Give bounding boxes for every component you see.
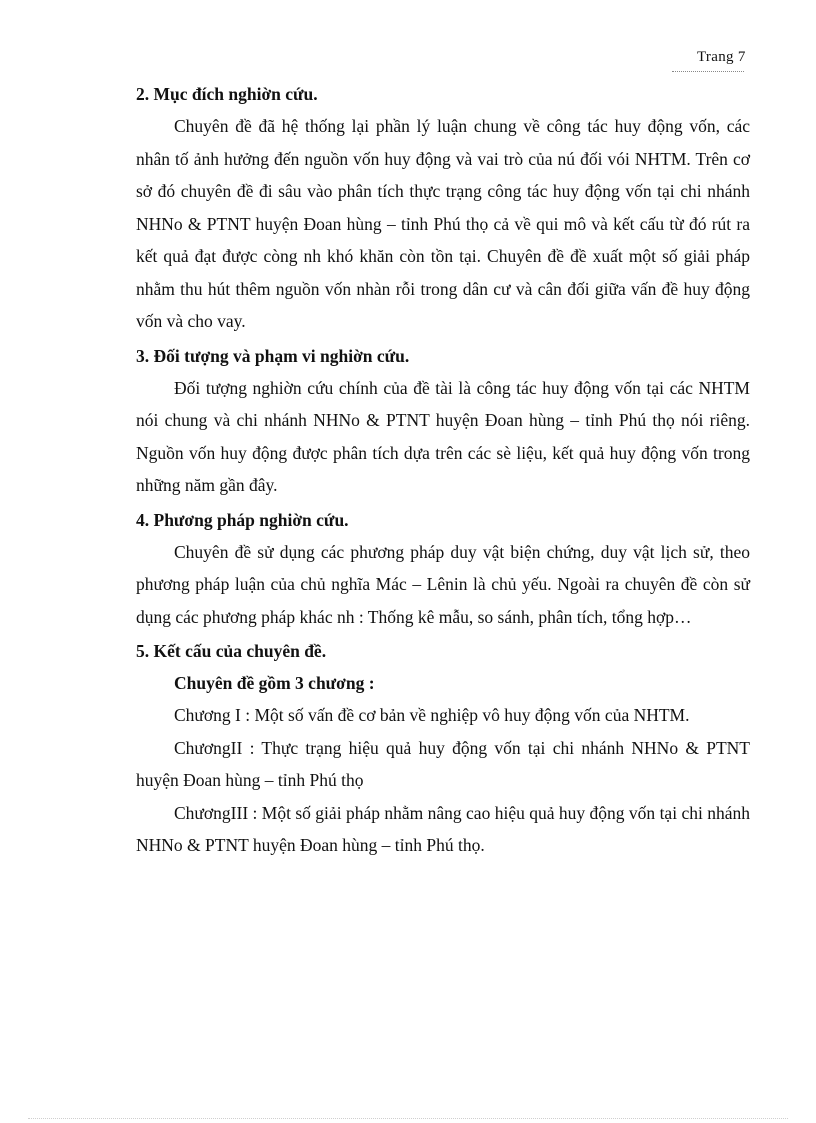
paragraph: Đối tượng nghiờn cứu chính của đề tài là công tác huy động vốn tại các NHTM nói chung và chi nhánh NHNo & PTNT huyện Đoan hùng – tỉnh Phú thọ nói riêng. Nguồn vốn huy động được phân tích dựa trên các sè liệu, kết quả huy động vốn trong những năm gần đây. [136, 377, 750, 495]
section-heading: 3. Đối tượng và phạm vi nghiờn cứu. [136, 345, 410, 366]
chapter-item: ChươngII : Thực trạng hiệu quả huy động vốn tại chi nhánh NHNo & PTNT huyện Đoan hùng – tỉnh Phú thọ [136, 737, 750, 790]
section-methods [136, 504, 750, 634]
section-purpose [136, 78, 750, 338]
paragraph: Chuyên đề đã hệ thống lại phần lý luận chung về công tác huy động vốn, các nhân tố ảnh hưởng đến nguồn vốn huy động và vai trò của nú đối vói NHTM. Trên cơ sở đó chuyên đề đi sâu vào phân tích thực trạng công tác huy động vốn tại chi nhánh NHNo & PTNT huyện Đoan hùng – tỉnh Phú thọ cả về qui mô và kết cấu từ đó rút ra kết quả đạt được còng nh khó khăn còn tồn tại. Chuyên đề đề xuất một số giải pháp nhằm thu hút thêm nguồn vốn nhàn rỗi trong dân cư và cân đối giữa vấn đề huy động vốn và cho vay. [136, 116, 750, 331]
section-heading: 2. Mục đích nghiờn cứu. [136, 84, 318, 104]
chapter-item: ChươngIII : Một số giải pháp nhằm nâng cao hiệu quả huy động vốn tại chi nhánh NHNo & PTNT huyện Đoan hùng – tỉnh Phú thọ. [136, 802, 750, 855]
page-number-rule [672, 71, 744, 72]
chapter-item: Chương I : Một số vấn đề cơ bản về nghiệp vô huy động vốn của NHTM. [174, 705, 690, 725]
document-body [136, 78, 750, 864]
section-heading: 5. Kết cấu của chuyên đề. [136, 641, 327, 661]
paragraph: Chuyên đề sử dụng các phương pháp duy vật biện chứng, duy vật lịch sử, theo phương pháp luận của chủ nghĩa Mác – Lênin là chủ yếu. Ngoài ra chuyên đề còn sử dụng các phương pháp khác nh : Thống kê mẫu, so sánh, phân tích, tổng hợp… [136, 541, 750, 627]
section-scope [136, 340, 750, 502]
section-heading: 4. Phương pháp nghiờn cứu. [136, 509, 349, 530]
section-structure [136, 635, 750, 862]
footer-rule [28, 1118, 788, 1119]
page-number: Trang 7 [697, 49, 746, 65]
chapters-intro: Chuyên đề gồm 3 chương : [174, 673, 375, 693]
